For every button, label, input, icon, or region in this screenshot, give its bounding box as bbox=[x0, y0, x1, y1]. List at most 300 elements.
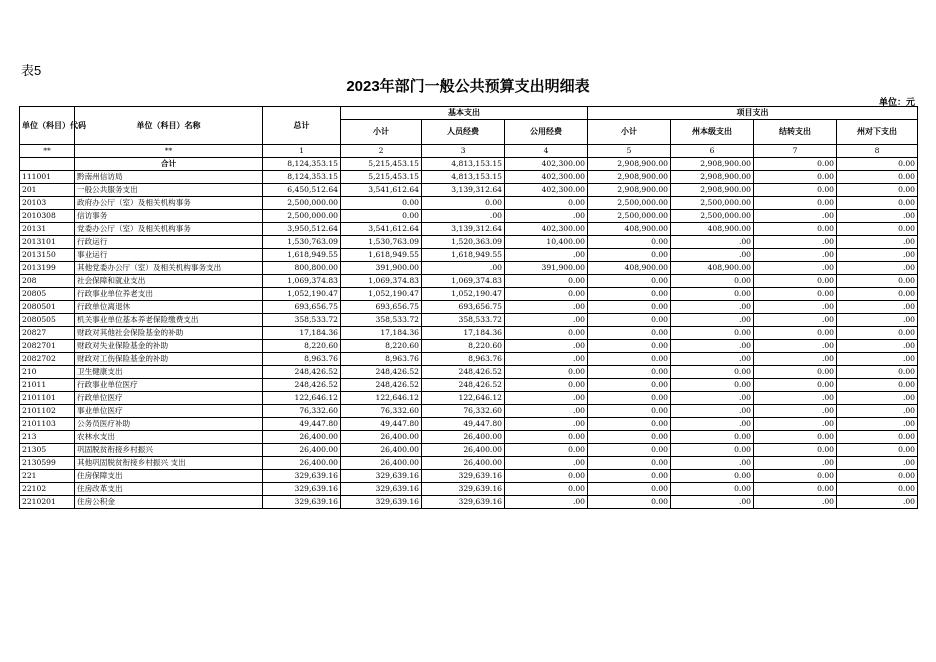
table-row bbox=[20, 236, 918, 249]
table-row bbox=[20, 210, 918, 223]
row-value: 0.00 bbox=[671, 275, 754, 288]
row-value: 0.00 bbox=[837, 171, 918, 184]
index-row bbox=[20, 145, 918, 158]
row-value: 1,052,190.47 bbox=[263, 288, 341, 301]
row-value: 17,184.36 bbox=[422, 327, 505, 340]
row-code: 21305 bbox=[20, 444, 75, 457]
row-value: 408,900.00 bbox=[588, 223, 671, 236]
row-value: 26,400.00 bbox=[341, 431, 422, 444]
row-value: 2,908,900.00 bbox=[671, 158, 754, 171]
row-value: 248,426.52 bbox=[341, 366, 422, 379]
table-row bbox=[20, 249, 918, 262]
row-value: 2,908,900.00 bbox=[588, 158, 671, 171]
row-value: 329,639.16 bbox=[341, 470, 422, 483]
row-value: 0.00 bbox=[505, 288, 588, 301]
row-code bbox=[20, 158, 75, 171]
row-value: .00 bbox=[837, 392, 918, 405]
row-name: 财政对其他社会保险基金的补助 bbox=[75, 327, 263, 340]
row-value: 0.00 bbox=[588, 483, 671, 496]
row-code: 2130599 bbox=[20, 457, 75, 470]
row-name: 住房保障支出 bbox=[75, 470, 263, 483]
row-value: .00 bbox=[754, 418, 837, 431]
row-value: 8,963.76 bbox=[263, 353, 341, 366]
row-name: 公务员医疗补助 bbox=[75, 418, 263, 431]
row-value: 0.00 bbox=[837, 470, 918, 483]
row-value: 1,069,374.83 bbox=[263, 275, 341, 288]
header-code: 单位（科目）代码 bbox=[20, 107, 75, 145]
row-value: 8,124,353.15 bbox=[263, 158, 341, 171]
row-name: 住房改革支出 bbox=[75, 483, 263, 496]
row-value: .00 bbox=[837, 418, 918, 431]
row-value: 1,520,363.09 bbox=[422, 236, 505, 249]
row-code: 20131 bbox=[20, 223, 75, 236]
row-value: 26,400.00 bbox=[263, 431, 341, 444]
row-value: 408,900.00 bbox=[588, 262, 671, 275]
row-value: 5,215,453.15 bbox=[341, 158, 422, 171]
row-code: 2082702 bbox=[20, 353, 75, 366]
row-value: 402,300.00 bbox=[505, 158, 588, 171]
index-cell: 6 bbox=[671, 145, 754, 158]
row-value: 408,900.00 bbox=[671, 262, 754, 275]
row-value: 0.00 bbox=[588, 379, 671, 392]
row-value: .00 bbox=[837, 236, 918, 249]
row-value: .00 bbox=[505, 405, 588, 418]
row-value: 391,900.00 bbox=[341, 262, 422, 275]
row-value: 0.00 bbox=[754, 470, 837, 483]
row-name: 财政对失业保险基金的补助 bbox=[75, 340, 263, 353]
row-value: .00 bbox=[754, 301, 837, 314]
row-value: 358,533.72 bbox=[341, 314, 422, 327]
row-value: 0.00 bbox=[754, 431, 837, 444]
row-value: 248,426.52 bbox=[422, 366, 505, 379]
header-personnel: 人员经费 bbox=[422, 120, 505, 145]
table-row bbox=[20, 301, 918, 314]
row-value: 0.00 bbox=[671, 444, 754, 457]
row-value: 3,139,312.64 bbox=[422, 184, 505, 197]
row-value: .00 bbox=[671, 340, 754, 353]
row-value: .00 bbox=[754, 249, 837, 262]
table-row bbox=[20, 327, 918, 340]
row-value: .00 bbox=[754, 392, 837, 405]
row-value: 0.00 bbox=[754, 288, 837, 301]
row-value: 2,500,000.00 bbox=[671, 197, 754, 210]
row-value: 17,184.36 bbox=[341, 327, 422, 340]
row-name: 财政对工伤保险基金的补助 bbox=[75, 353, 263, 366]
row-value: 2,500,000.00 bbox=[588, 210, 671, 223]
row-value: 0.00 bbox=[671, 470, 754, 483]
row-value: 0.00 bbox=[837, 431, 918, 444]
row-value: .00 bbox=[754, 457, 837, 470]
row-code: 221 bbox=[20, 470, 75, 483]
row-value: 248,426.52 bbox=[263, 379, 341, 392]
row-value: 0.00 bbox=[588, 236, 671, 249]
row-value: 8,963.76 bbox=[422, 353, 505, 366]
row-value: 10,400.00 bbox=[505, 236, 588, 249]
row-code: 2210201 bbox=[20, 496, 75, 509]
row-name: 行政运行 bbox=[75, 236, 263, 249]
table-body bbox=[20, 145, 918, 509]
row-value: 329,639.16 bbox=[263, 483, 341, 496]
table-row bbox=[20, 340, 918, 353]
index-cell: 1 bbox=[263, 145, 341, 158]
row-value: 8,220.60 bbox=[263, 340, 341, 353]
row-code: 22102 bbox=[20, 483, 75, 496]
page-title: 2023年部门一般公共预算支出明细表 bbox=[346, 78, 590, 95]
row-value: 0.00 bbox=[588, 392, 671, 405]
index-cell: 2 bbox=[341, 145, 422, 158]
table-row bbox=[20, 353, 918, 366]
row-name: 政府办公厅（室）及相关机构事务 bbox=[75, 197, 263, 210]
row-value: 0.00 bbox=[837, 223, 918, 236]
row-value: .00 bbox=[754, 405, 837, 418]
table-row bbox=[20, 379, 918, 392]
table-row bbox=[20, 158, 918, 171]
row-name: 信访事务 bbox=[75, 210, 263, 223]
row-value: 0.00 bbox=[754, 366, 837, 379]
table-row bbox=[20, 262, 918, 275]
row-value: 693,656.75 bbox=[422, 301, 505, 314]
row-value: 26,400.00 bbox=[422, 457, 505, 470]
row-value: 8,220.60 bbox=[341, 340, 422, 353]
row-value: 2,500,000.00 bbox=[263, 210, 341, 223]
row-name: 其他巩固脱贫衔接乡村振兴 支出 bbox=[75, 457, 263, 470]
row-value: 1,618,949.55 bbox=[263, 249, 341, 262]
row-value: 358,533.72 bbox=[422, 314, 505, 327]
row-value: 49,447.80 bbox=[422, 418, 505, 431]
row-value: .00 bbox=[671, 314, 754, 327]
row-name: 住房公积金 bbox=[75, 496, 263, 509]
row-value: .00 bbox=[671, 353, 754, 366]
table-row bbox=[20, 418, 918, 431]
row-value: 0.00 bbox=[754, 444, 837, 457]
table-row bbox=[20, 470, 918, 483]
row-value: 3,541,612.64 bbox=[341, 223, 422, 236]
header-transfer: 州对下支出 bbox=[837, 120, 918, 145]
row-value: .00 bbox=[505, 314, 588, 327]
row-value: 122,646.12 bbox=[422, 392, 505, 405]
row-name: 事业运行 bbox=[75, 249, 263, 262]
row-value: .00 bbox=[505, 301, 588, 314]
row-value: 4,813,153.15 bbox=[422, 158, 505, 171]
row-value: .00 bbox=[837, 457, 918, 470]
row-value: .00 bbox=[422, 262, 505, 275]
row-value: 0.00 bbox=[671, 366, 754, 379]
row-code: 210 bbox=[20, 366, 75, 379]
row-value: 26,400.00 bbox=[263, 444, 341, 457]
table-row bbox=[20, 197, 918, 210]
row-value: .00 bbox=[754, 262, 837, 275]
row-name: 农林水支出 bbox=[75, 431, 263, 444]
row-value: 0.00 bbox=[588, 405, 671, 418]
row-value: .00 bbox=[671, 236, 754, 249]
row-value: 0.00 bbox=[837, 184, 918, 197]
row-value: 329,639.16 bbox=[341, 496, 422, 509]
row-value: 1,530,763.09 bbox=[341, 236, 422, 249]
row-value: 1,618,949.55 bbox=[422, 249, 505, 262]
row-value: .00 bbox=[671, 249, 754, 262]
row-value: 49,447.80 bbox=[341, 418, 422, 431]
row-value: .00 bbox=[837, 249, 918, 262]
row-code: 2080501 bbox=[20, 301, 75, 314]
row-value: 0.00 bbox=[588, 275, 671, 288]
row-value: 248,426.52 bbox=[422, 379, 505, 392]
row-value: 329,639.16 bbox=[422, 470, 505, 483]
row-value: 0.00 bbox=[754, 184, 837, 197]
row-name: 行政事业单位养老支出 bbox=[75, 288, 263, 301]
row-value: 26,400.00 bbox=[341, 444, 422, 457]
row-value: 358,533.72 bbox=[263, 314, 341, 327]
row-value: .00 bbox=[754, 236, 837, 249]
row-value: 122,646.12 bbox=[341, 392, 422, 405]
row-value: 0.00 bbox=[505, 431, 588, 444]
row-value: 76,332.60 bbox=[422, 405, 505, 418]
row-code: 20103 bbox=[20, 197, 75, 210]
table-row bbox=[20, 275, 918, 288]
header-name: 单位（科目）名称 bbox=[75, 107, 263, 145]
row-value: .00 bbox=[505, 457, 588, 470]
row-value: 329,639.16 bbox=[263, 470, 341, 483]
header-row-top bbox=[20, 107, 918, 120]
header-basic-subtotal: 小计 bbox=[341, 120, 422, 145]
row-name: 社会保障和就业支出 bbox=[75, 275, 263, 288]
row-value: 0.00 bbox=[588, 470, 671, 483]
row-value: 2,908,900.00 bbox=[588, 184, 671, 197]
row-value: 0.00 bbox=[588, 249, 671, 262]
row-value: 402,300.00 bbox=[505, 184, 588, 197]
row-code: 201 bbox=[20, 184, 75, 197]
row-value: 2,908,900.00 bbox=[671, 171, 754, 184]
table-row bbox=[20, 392, 918, 405]
header-basic: 基本支出 bbox=[341, 107, 588, 120]
row-value: .00 bbox=[505, 340, 588, 353]
row-value: 0.00 bbox=[837, 197, 918, 210]
row-value: 0.00 bbox=[505, 197, 588, 210]
row-name: 黔南州信访局 bbox=[75, 171, 263, 184]
index-cell: ** bbox=[20, 145, 75, 158]
row-code: 2013150 bbox=[20, 249, 75, 262]
row-name: 行政单位医疗 bbox=[75, 392, 263, 405]
header-carryover: 结转支出 bbox=[754, 120, 837, 145]
row-value: 3,541,612.64 bbox=[341, 184, 422, 197]
row-value: 0.00 bbox=[837, 366, 918, 379]
row-value: .00 bbox=[754, 340, 837, 353]
row-name: 机关事业单位基本养老保险缴费支出 bbox=[75, 314, 263, 327]
row-code: 2010308 bbox=[20, 210, 75, 223]
row-value: 693,656.75 bbox=[263, 301, 341, 314]
row-value: 4,813,153.15 bbox=[422, 171, 505, 184]
row-value: 2,500,000.00 bbox=[263, 197, 341, 210]
row-value: 402,300.00 bbox=[505, 171, 588, 184]
row-value: 0.00 bbox=[588, 314, 671, 327]
row-value: 0.00 bbox=[588, 327, 671, 340]
header-project: 项目支出 bbox=[588, 107, 918, 120]
row-name: 事业单位医疗 bbox=[75, 405, 263, 418]
row-value: 0.00 bbox=[754, 379, 837, 392]
row-code: 2101103 bbox=[20, 418, 75, 431]
row-name: 合计 bbox=[75, 158, 263, 171]
row-value: 329,639.16 bbox=[263, 496, 341, 509]
row-code: 2101101 bbox=[20, 392, 75, 405]
row-value: 2,908,900.00 bbox=[671, 184, 754, 197]
row-code: 2013101 bbox=[20, 236, 75, 249]
table-row bbox=[20, 366, 918, 379]
table-row bbox=[20, 184, 918, 197]
row-value: .00 bbox=[837, 301, 918, 314]
table-row bbox=[20, 483, 918, 496]
row-value: .00 bbox=[754, 210, 837, 223]
row-value: .00 bbox=[837, 340, 918, 353]
row-value: 1,618,949.55 bbox=[341, 249, 422, 262]
row-value: 8,220.60 bbox=[422, 340, 505, 353]
row-name: 党委办公厅（室）及相关机构事务 bbox=[75, 223, 263, 236]
row-value: 0.00 bbox=[837, 275, 918, 288]
header-public: 公用经费 bbox=[505, 120, 588, 145]
row-code: 213 bbox=[20, 431, 75, 444]
row-code: 20827 bbox=[20, 327, 75, 340]
row-value: 17,184.36 bbox=[263, 327, 341, 340]
row-value: 26,400.00 bbox=[422, 444, 505, 457]
row-value: .00 bbox=[754, 353, 837, 366]
row-code: 2082701 bbox=[20, 340, 75, 353]
row-code: 2080505 bbox=[20, 314, 75, 327]
row-value: .00 bbox=[671, 457, 754, 470]
index-cell: 5 bbox=[588, 145, 671, 158]
row-value: 0.00 bbox=[341, 210, 422, 223]
row-value: 3,950,512.64 bbox=[263, 223, 341, 236]
row-code: 2101102 bbox=[20, 405, 75, 418]
index-cell: 3 bbox=[422, 145, 505, 158]
row-value: 0.00 bbox=[505, 483, 588, 496]
index-cell: 4 bbox=[505, 145, 588, 158]
row-value: 3,139,312.64 bbox=[422, 223, 505, 236]
row-value: .00 bbox=[754, 314, 837, 327]
row-value: 0.00 bbox=[588, 288, 671, 301]
row-value: .00 bbox=[671, 496, 754, 509]
row-value: 0.00 bbox=[588, 353, 671, 366]
row-value: .00 bbox=[671, 301, 754, 314]
row-value: .00 bbox=[505, 249, 588, 262]
row-value: 0.00 bbox=[754, 223, 837, 236]
table-row bbox=[20, 457, 918, 470]
row-value: 0.00 bbox=[422, 197, 505, 210]
row-value: 0.00 bbox=[837, 483, 918, 496]
table-row bbox=[20, 288, 918, 301]
table-row bbox=[20, 171, 918, 184]
row-value: 0.00 bbox=[754, 275, 837, 288]
row-value: 402,300.00 bbox=[505, 223, 588, 236]
row-value: 0.00 bbox=[671, 431, 754, 444]
row-code: 111001 bbox=[20, 171, 75, 184]
row-value: 0.00 bbox=[505, 327, 588, 340]
row-value: 0.00 bbox=[671, 327, 754, 340]
row-name: 行政事业单位医疗 bbox=[75, 379, 263, 392]
row-value: 122,646.12 bbox=[263, 392, 341, 405]
row-value: 0.00 bbox=[588, 301, 671, 314]
row-value: 26,400.00 bbox=[422, 431, 505, 444]
row-value: 0.00 bbox=[505, 366, 588, 379]
table-row bbox=[20, 496, 918, 509]
row-value: 0.00 bbox=[505, 444, 588, 457]
row-value: 0.00 bbox=[341, 197, 422, 210]
row-value: 0.00 bbox=[588, 366, 671, 379]
row-value: 1,052,190.47 bbox=[422, 288, 505, 301]
row-value: 248,426.52 bbox=[341, 379, 422, 392]
row-value: .00 bbox=[837, 210, 918, 223]
row-value: 0.00 bbox=[754, 483, 837, 496]
table-row bbox=[20, 431, 918, 444]
row-value: 0.00 bbox=[837, 379, 918, 392]
unit-label: 单位：元 bbox=[878, 97, 915, 107]
table-row bbox=[20, 444, 918, 457]
index-cell: 8 bbox=[837, 145, 918, 158]
row-value: 2,908,900.00 bbox=[588, 171, 671, 184]
row-value: .00 bbox=[505, 392, 588, 405]
row-value: 0.00 bbox=[588, 496, 671, 509]
row-name: 卫生健康支出 bbox=[75, 366, 263, 379]
row-value: 0.00 bbox=[588, 444, 671, 457]
row-value: .00 bbox=[837, 496, 918, 509]
row-code: 20805 bbox=[20, 288, 75, 301]
row-value: 329,639.16 bbox=[422, 483, 505, 496]
row-value: .00 bbox=[837, 405, 918, 418]
header-project-subtotal: 小计 bbox=[588, 120, 671, 145]
row-value: .00 bbox=[505, 496, 588, 509]
index-cell: ** bbox=[75, 145, 263, 158]
row-value: 0.00 bbox=[754, 158, 837, 171]
row-value: 1,530,763.09 bbox=[263, 236, 341, 249]
row-value: 0.00 bbox=[837, 288, 918, 301]
row-value: 2,500,000.00 bbox=[588, 197, 671, 210]
row-value: 0.00 bbox=[837, 158, 918, 171]
row-code: 2013199 bbox=[20, 262, 75, 275]
row-value: .00 bbox=[505, 353, 588, 366]
row-value: 2,500,000.00 bbox=[671, 210, 754, 223]
table-label: 表5 bbox=[21, 63, 42, 78]
row-name: 其他党委办公厅（室）及相关机构事务支出 bbox=[75, 262, 263, 275]
budget-table bbox=[19, 106, 918, 509]
row-value: 0.00 bbox=[588, 457, 671, 470]
row-value: 0.00 bbox=[837, 327, 918, 340]
row-name: 一般公共服务支出 bbox=[75, 184, 263, 197]
row-value: 26,400.00 bbox=[263, 457, 341, 470]
row-value: 1,069,374.83 bbox=[422, 275, 505, 288]
row-value: 391,900.00 bbox=[505, 262, 588, 275]
row-code: 208 bbox=[20, 275, 75, 288]
row-value: 0.00 bbox=[837, 444, 918, 457]
row-value: 76,332.60 bbox=[263, 405, 341, 418]
row-value: .00 bbox=[837, 314, 918, 327]
row-value: 329,639.16 bbox=[341, 483, 422, 496]
table-row bbox=[20, 405, 918, 418]
row-value: 0.00 bbox=[671, 379, 754, 392]
row-value: 76,332.60 bbox=[341, 405, 422, 418]
row-value: 0.00 bbox=[505, 275, 588, 288]
row-value: .00 bbox=[837, 262, 918, 275]
row-value: 693,656.75 bbox=[341, 301, 422, 314]
row-value: .00 bbox=[422, 210, 505, 223]
row-value: 0.00 bbox=[588, 418, 671, 431]
row-code: 21011 bbox=[20, 379, 75, 392]
row-value: 5,215,453.15 bbox=[341, 171, 422, 184]
row-value: 49,447.80 bbox=[263, 418, 341, 431]
row-value: .00 bbox=[505, 418, 588, 431]
header-state-level: 州本级支出 bbox=[671, 120, 754, 145]
row-value: .00 bbox=[837, 353, 918, 366]
row-value: 0.00 bbox=[588, 340, 671, 353]
row-value: 0.00 bbox=[588, 431, 671, 444]
row-value: 329,639.16 bbox=[422, 496, 505, 509]
row-value: .00 bbox=[754, 496, 837, 509]
